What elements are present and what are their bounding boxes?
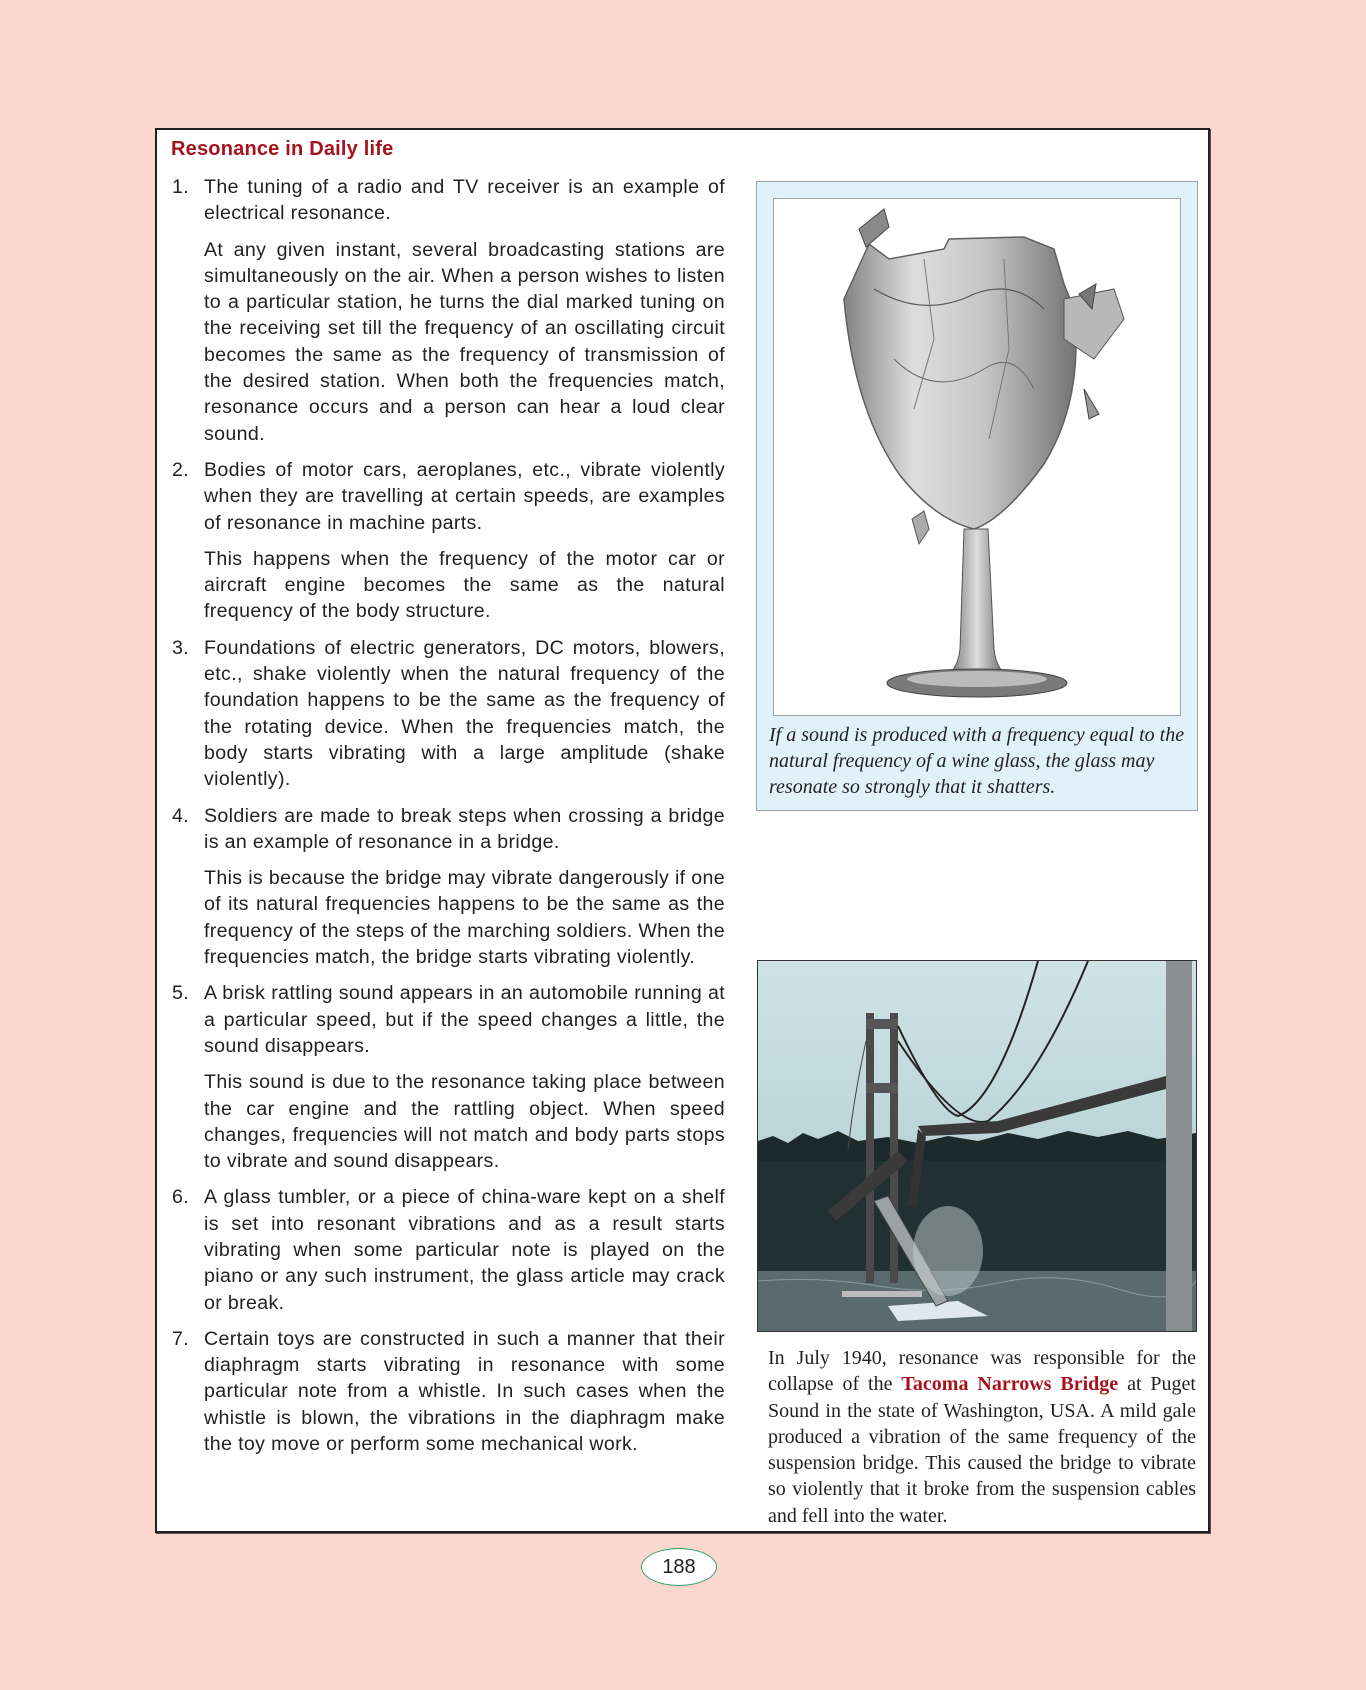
- section-heading: Resonance in Daily life: [171, 138, 394, 160]
- list-item-5: [169, 980, 725, 1174]
- list-item-1: [169, 174, 725, 447]
- page-number: 188: [641, 1548, 717, 1586]
- item-number: 7.: [172, 1327, 190, 1350]
- item-text: A glass tumbler, or a piece of china-ware kept on a shelf is set into resonant vibrations and as a result starts vibrating when some particular note is played on the piano or any such instrument, the glass article may crack or break.: [204, 1186, 725, 1314]
- list-item-4: [169, 803, 725, 971]
- item-text: The tuning of a radio and TV receiver is an example of electrical resonance.: [204, 176, 725, 225]
- item-number: 2.: [172, 458, 190, 481]
- tacoma-narrows-bridge-highlight: Tacoma Narrows Bridge: [901, 1373, 1119, 1396]
- item-text: Foundations of electric generators, DC motors, blowers, etc., shake violently when the natural frequency of the foundation happens to be the same as the frequency of the rotating device. When the frequencies match, the body starts vibrating with a large amplitude (shake violently).: [204, 636, 725, 791]
- item-text: This sound is due to the resonance taking place between the car engine and the rattling object. When speed changes, frequencies will not match and body parts stops to vibrate and sound disappears.: [204, 1071, 725, 1173]
- item-number: 4.: [172, 804, 190, 827]
- caption-text: In July 1940, resonance was responsible for the collapse of the: [768, 1347, 1196, 1396]
- item-number: 6.: [172, 1186, 190, 1209]
- glass-figure-panel: [756, 181, 1198, 811]
- item-text: A brisk rattling sound appears in an automobile running at a particular speed, but if the speed changes a little, the sound disappears.: [204, 982, 725, 1057]
- tacoma-bridge-photo-icon: [758, 961, 1196, 1331]
- list-item-3: [169, 635, 725, 793]
- content-box: [155, 128, 1210, 1533]
- item-text: Soldiers are made to break steps when crossing a bridge is an example of resonance in a bridge.: [204, 804, 725, 853]
- item-number: 5.: [172, 982, 190, 1005]
- item-number: 3.: [172, 636, 190, 659]
- item-text: Bodies of motor cars, aeroplanes, etc., vibrate violently when they are travelling at certain speeds, are examples of resonance in machine parts.: [204, 458, 725, 534]
- caption-text: at Puget Sound in the state of Washington, USA. A mild gale produced a vibration of the same frequency of the suspension bridge. This caused the bridge to vibrate so violently that it broke from the suspension cables and fell into the water.: [768, 1373, 1196, 1527]
- item-text: This happens when the frequency of the motor car or aircraft engine becomes the same as the natural frequency of the body structure.: [204, 547, 725, 623]
- item-text: Certain toys are constructed in such a manner that their diaphragm starts vibrating in resonance with some particular note from a whistle. In such cases when the whistle is blown, the vibrations in the diaphragm make the toy move or perform some mechanical work.: [204, 1327, 725, 1456]
- wine-glass-image: [773, 198, 1181, 716]
- item-text: At any given instant, several broadcasting stations are simultaneously on the air. When a person wishes to listen to a particular station, he turns the dial marked tuning on the receiving set till the frequency of an oscillating circuit becomes the same as the frequency of transmission of the desired station. When both the frequencies match, resonance occurs and a person can hear a loud clear sound.: [204, 238, 725, 445]
- shattered-wine-glass-icon: [774, 199, 1180, 715]
- list-item-6: [169, 1184, 725, 1315]
- glass-figure-caption: If a sound is produced with a frequency equal to the natural frequency of a wine glass, the glass may resonate so strongly that it shatters.: [769, 724, 1185, 798]
- item-number: 1.: [172, 176, 190, 198]
- bridge-collapse-image: [757, 960, 1197, 1332]
- bridge-figure-caption: [768, 1345, 1196, 1529]
- item-text: This is because the bridge may vibrate dangerously if one of its natural frequencies happens to be the same as the frequency of the steps of the marching soldiers. When the frequencies match, the bridge starts vibrating violently.: [204, 867, 725, 969]
- list-item-7: [169, 1326, 725, 1457]
- examples-list: [169, 174, 725, 1467]
- list-item-2: [169, 457, 725, 625]
